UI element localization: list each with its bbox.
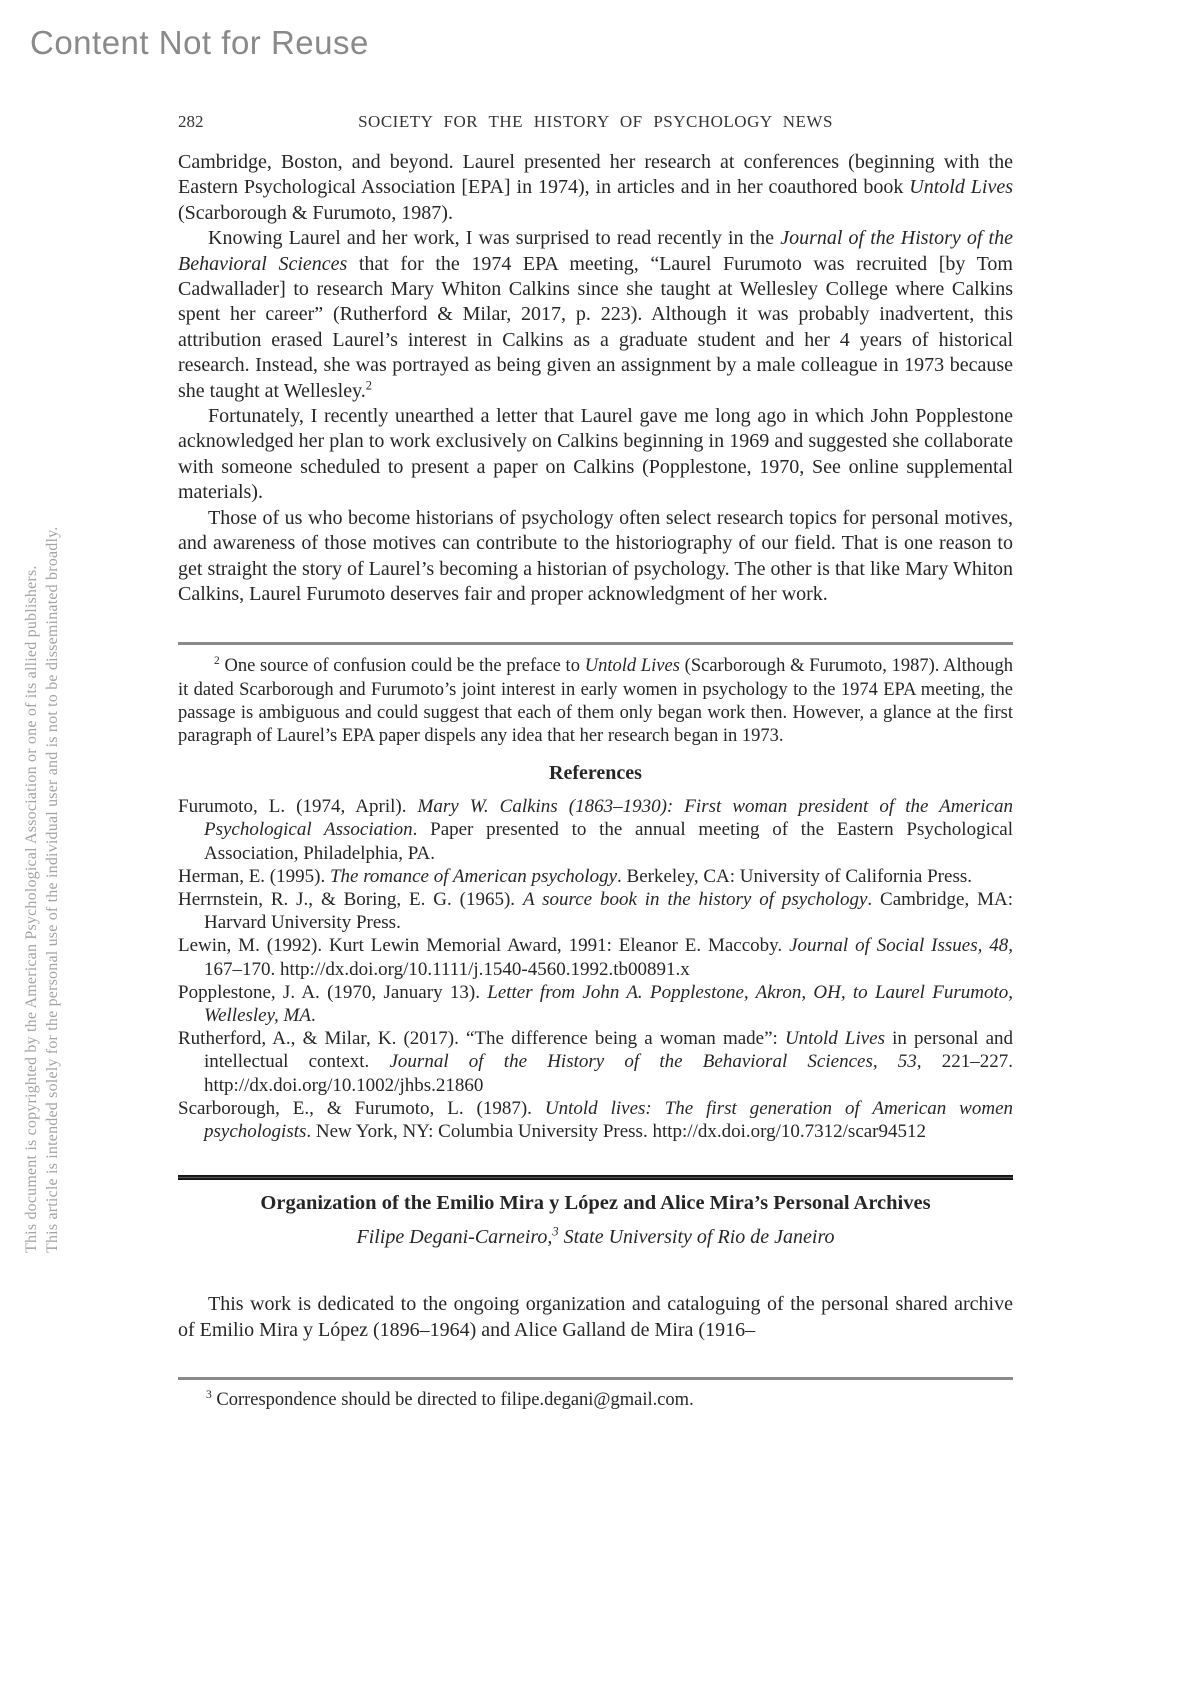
paragraph: Those of us who become historians of psychology often select research topics for personal motives, and awareness of those motives can contribute to the historiography of our field. That is one reason to get straight the story of Laurel’s becoming a historian of psychology. The other is that like Mary Whiton Calkins, Laurel Furumoto deserves fair and proper acknowledgment of her work. (178, 506, 1013, 605)
reference-entry: Herman, E. (1995). The romance of American psychology. Berkeley, CA: University of California Press. (178, 865, 972, 887)
correspondence-footnote-divider (178, 1377, 1013, 1380)
paragraph: Knowing Laurel and her work, I was surprised to read recently in the Journal of the History of the Behavioral Sciences that for the 1974 EPA meeting, “Laurel Furumoto was recruited [by Tom Cadwallader] to research Mary Whiton Calkins since she taught at Wellesley College where Calkins spent her career” (Rutherford & Milar, 2017, p. 223). Although it was probably inadvertent, this attribution erased Laurel’s interest in Calkins as a graduate student and her 4 years of historical research. Instead, she was portrayed as being given an assignment by a male colleague in 1973 because she taught at Wellesley.$^2$ (178, 227, 1013, 402)
section-title: Organization of the Emilio Mira y López and Alice Mira’s Personal Archives (260, 1192, 931, 1215)
reference-entry: Furumoto, L. (1974, April). Mary W. Calkins (1863–1930): First woman president of the American Psychological Association. Paper presented to the annual meeting of the Eastern Psychological Association, Philadelphia, PA. (178, 796, 1013, 864)
page-header (178, 112, 1013, 150)
references-list (178, 795, 1013, 1143)
footnote-2: $^2$ One source of confusion could be the preface to Untold Lives (Scarborough & Furumoto, 1987). Although it dated Scarborough and Furumoto’s joint interest in early women in psychology to the 1974 EPA meeting, the passage is ambiguous and could suggest that each of them only began work then. However, a glance at the first paragraph of Laurel’s EPA paper dispels any idea that her research began in 1973. (178, 655, 1014, 746)
text-column (178, 112, 1013, 1412)
paragraph: Fortunately, I recently unearthed a letter that Laurel gave me long ago in which John Popplestone acknowledged her plan to work exclusively on Calkins beginning in 1969 and suggested she collaborate with someone scheduled to present a paper on Calkins (Popplestone, 1970, See online supplemental materials). (178, 405, 1013, 504)
reference-entry: Rutherford, A., & Milar, K. (2017). “The difference being a woman made”: Untold Lives in personal and intellectual context. Journal of the History of the Behavioral Sciences, 53, 221–227. http://dx.doi.org/10.1002/jhbs.21860 (178, 1028, 1013, 1096)
watermark-text: Content Not for Reuse (30, 24, 369, 61)
reference-entry: Scarborough, E., & Furumoto, L. (1987). Untold lives: The first generation of American women psychologists. New York, NY: Columbia University Press. http://dx.doi.org/10.7312/scar94512 (178, 1097, 1013, 1142)
paragraph: Cambridge, Boston, and beyond. Laurel presented her research at conferences (beginning with the Eastern Psychological Association [EPA] in 1974), in articles and in her coauthored book Untold Lives (Scarborough & Furumoto, 1987). (178, 151, 1013, 224)
article-body (178, 150, 1013, 607)
reference-entry: Herrnstein, R. J., & Boring, E. G. (1965). A source book in the history of psychology. Cambridge, MA: Harvard University Press. (178, 888, 1013, 934)
page-number: 282 (178, 112, 204, 131)
section-author: Filipe Degani-Carneiro,$^3$ State University of Rio de Janeiro (356, 1224, 835, 1249)
section-paragraph: This work is dedicated to the ongoing organization and cataloguing of the personal shared archive of Emilio Mira y López (1896–1964) and Alice Galland de Mira (1916– (178, 1293, 1013, 1341)
footnote-divider (178, 642, 1013, 645)
references-heading: References (549, 762, 642, 785)
sidebar-copyright-line-2: This article is intended solely for the personal use of the individual user and is not to be disseminated broadly. (44, 526, 61, 1253)
running-head: SOCIETY FOR THE HISTORY OF PSYCHOLOGY NEWS (358, 112, 833, 131)
footnote-3: $^3$ Correspondence should be directed to filipe.degani@gmail.com. (206, 1388, 694, 1410)
sidebar-copyright-line-1: This document is copyrighted by the American Psychological Association or one of its allied publishers. (23, 565, 40, 1253)
section-divider (178, 1175, 1013, 1180)
reference-entry: Popplestone, J. A. (1970, January 13). Letter from John A. Popplestone, Akron, OH, to Laurel Furumoto, Wellesley, MA. (178, 981, 1013, 1026)
reference-entry: Lewin, M. (1992). Kurt Lewin Memorial Award, 1991: Eleanor E. Maccoby. Journal of Social Issues, 48, 167–170. http://dx.doi.org/10.1111/j.1540-4560.1992.tb00891.x (178, 935, 1013, 980)
